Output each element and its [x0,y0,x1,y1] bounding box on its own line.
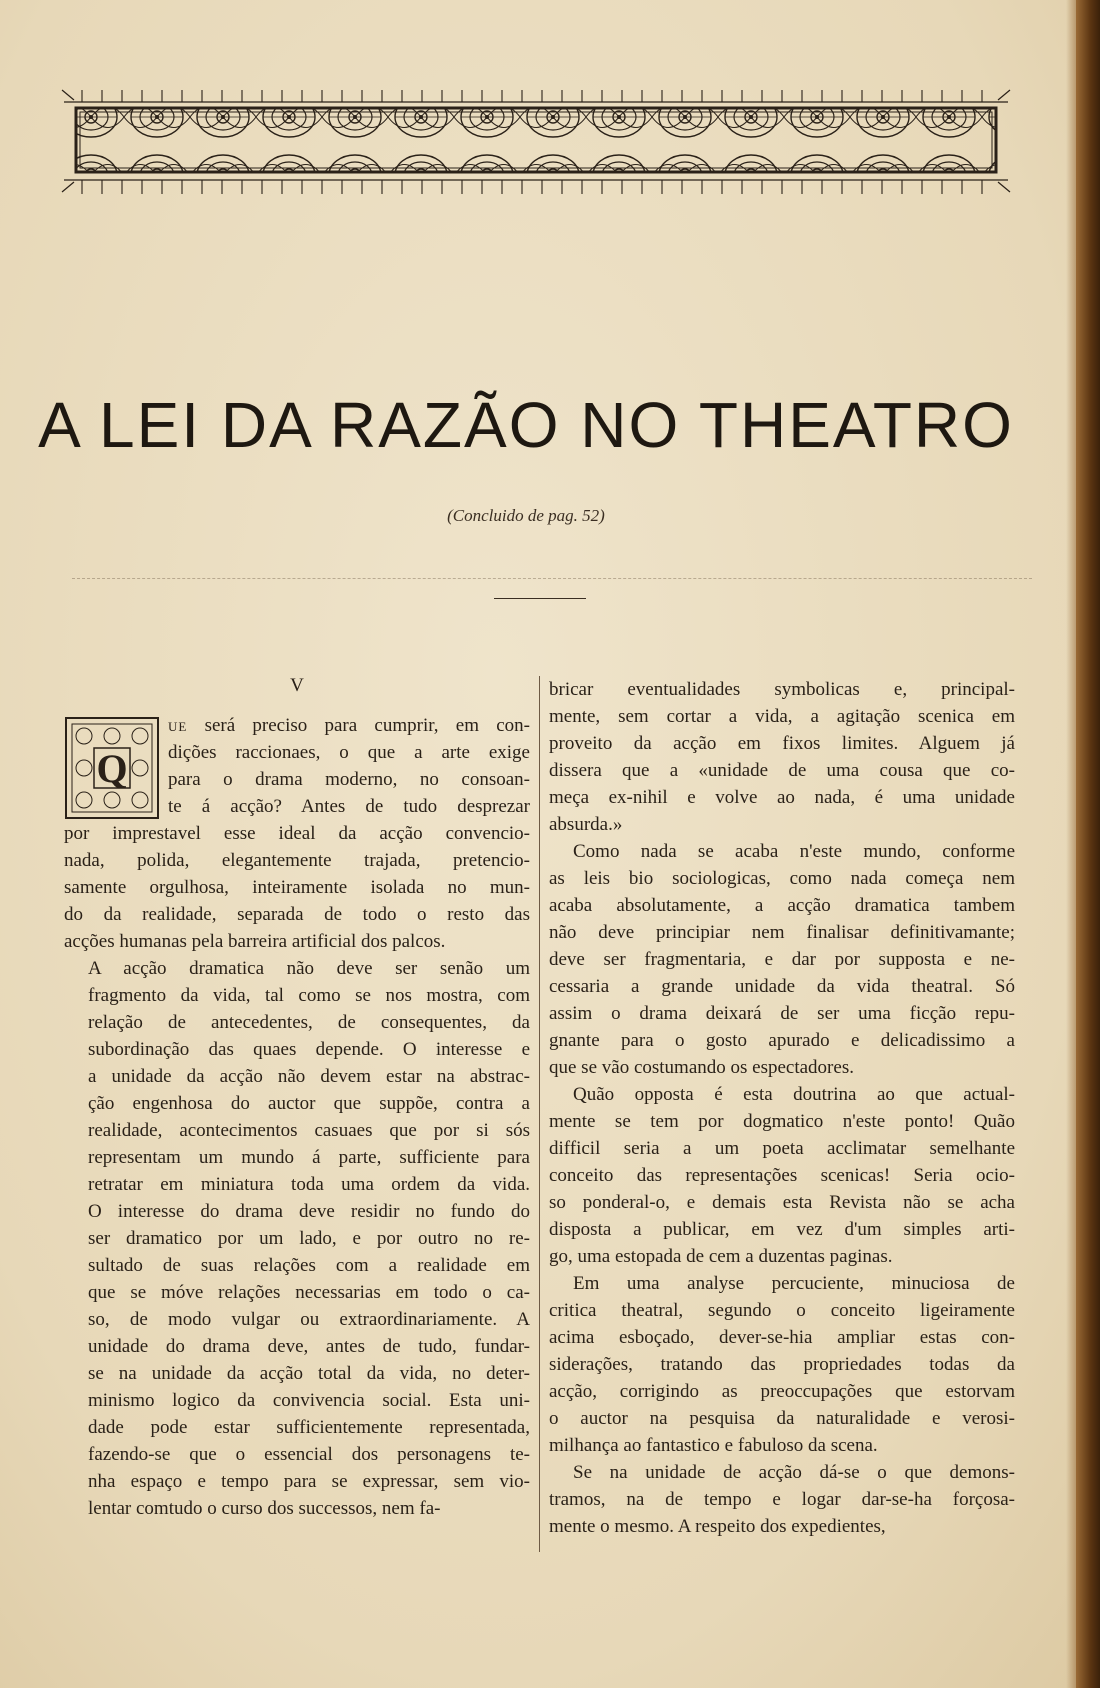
text-line: acção, corrigindo as preoccupações que estorvam [549,1381,1015,1402]
title-rule [494,598,586,599]
text-line: representam um mundo á parte, sufficiente para [88,1147,530,1168]
text-line: fazendo-se que o essencial dos personagens te- [88,1444,530,1465]
paragraph-continuation [549,676,1015,838]
text-line: dissera que a «unidade de uma cousa que co- [549,760,1015,781]
text-line: cessaria a grande unidade da vida theatral. Só [549,976,1015,997]
section-number: V [290,675,304,696]
text-line: go, uma estopada de cem a duzentas paginas. [549,1246,893,1267]
paragraph-5 [549,1270,1015,1459]
text-line: acaba absolutamente, a acção dramatica tambem [549,895,1015,916]
text-line: as leis bio sociologicas, como nada começa nem [549,868,1015,889]
text-line: que se móve relações necessarias em todo o ca- [88,1282,530,1303]
text-line: unidade do drama deve, antes de tudo, fundar- [88,1336,530,1357]
text-line: mente o mesmo. A respeito dos expedientes, [549,1516,886,1537]
text-line: mente, sem cortar a vida, a agitação scenica em [549,706,1015,727]
text-line: sultado de suas relações com a realidade em [88,1255,530,1276]
right-column [549,676,1015,1540]
text-line: O interesse do drama deve residir no fundo do [88,1201,530,1222]
text-line: que se vão costumando os espectadores. [549,1057,854,1078]
text-line: acima esboçado, dever-se-hia ampliar estas con- [549,1327,1015,1348]
text-line: samente orgulhosa, inteiramente isolada no mun- [64,877,530,898]
text-line: acções humanas pela barreira artificial dos palcos. [64,931,446,952]
text-line: lentar comtudo o curso dos successos, nem fa- [88,1498,441,1519]
text-line: milhança ao fantastico e fabuloso da scena. [549,1435,878,1456]
text-line: A acção dramatica não deve ser senão um [88,958,530,979]
text-line: retratar em miniatura toda uma ordem da vida. [88,1174,530,1195]
page-shadow [1066,0,1076,1688]
text-line: difficil seria a um poeta acclimatar semelhante [549,1138,1015,1159]
text-line: ção engenhosa do auctor que suppõe, contra a [88,1093,530,1114]
article-title: A LEI DA RAZÃO NO THEATRO [38,389,1014,461]
column-divider [539,676,540,1552]
text-line: Quão opposta é esta doutrina ao que actual- [573,1084,1015,1105]
paragraph-2 [64,955,530,1522]
text-line: so, de modo vulgar ou extraordinariamente. A [88,1309,530,1330]
text-line: disposta a publicar, em vez d'um simples arti- [549,1219,1015,1240]
dropcap-letter: Q [96,746,128,791]
text-line: Como nada se acaba n'este mundo, conforme [573,841,1015,862]
text-line: assim o drama deixará de ser uma ficção repu- [549,1003,1015,1024]
paragraph-4 [549,1081,1015,1270]
left-column [64,676,530,1522]
dropcap-lead-text: UE [168,719,188,734]
text-line: realidade, acontecimentos casuaes que por si sós [88,1120,530,1141]
text-line: nada, polida, elegantemente trajada, pretencio- [64,850,530,871]
text-line: subordinação das quaes depende. O interesse e [88,1039,530,1060]
text-line: bricar eventualidades symbolicas e, principal- [549,679,1015,700]
text-line: conceito das representações scenicas! Seria ocio- [549,1165,1015,1186]
text-line: UE será preciso para cumprir, em con- [168,715,530,736]
page-divider-dashed [72,578,1032,579]
text-line: dições raccionaes, o que a arte exige [168,742,530,763]
text-line: deve ser fragmentaria, e dar por supposta e ne- [549,949,1015,970]
text-line: não deve principiar nem finalisar definitivamante; [549,922,1015,943]
text-line: siderações, tratando das propriedades todas da [549,1354,1015,1375]
text-line: dade pode estar sufficientemente representada, [88,1417,530,1438]
text-line: absurda.» [549,814,623,835]
text-line: do da realidade, separada de todo o resto das [64,904,530,925]
text-line: Se na unidade de acção dá-se o que demons- [573,1462,1015,1483]
text-line: proveito da acção em fixos limites. Alguem já [549,733,1015,754]
text-line: meça ex-nihil e volve ao nada, é uma unidade [549,787,1015,808]
article-subtitle: (Concluido de pag. 52) [447,506,605,525]
text-line: so ponderal-o, e demais esta Revista não se acha [549,1192,1015,1213]
text-line: tramos, na de tempo e logar dar-se-ha forçosa- [549,1489,1015,1510]
text-line: Em uma analyse percuciente, minuciosa de [573,1273,1015,1294]
decorated-dropcap [64,716,160,820]
text-line: para o drama moderno, no consoan- [168,769,530,790]
text-line: gnante para o gosto apurado e delicadissimo a [549,1030,1015,1051]
text-line: fragmento da vida, tal como se nos mostra, com [88,985,530,1006]
text-line: se na unidade da acção total da vida, no deter- [88,1363,530,1384]
text-line: mente se tem por dogmatico n'este ponto! Quão [549,1111,1015,1132]
text-line: a unidade da acção não devem estar na abstrac- [88,1066,530,1087]
text-line: o auctor na pesquisa da naturalidade e verosi- [549,1408,1015,1429]
text-line: por imprestavel esse ideal da acção convencio- [64,823,530,844]
text-line: relação de antecedentes, de consequentes, da [88,1012,530,1033]
book-spine [1076,0,1100,1688]
paragraph-6 [549,1459,1015,1540]
ornamental-header-band [58,88,1014,218]
text-line: ser dramatico por um lado, e por outro no re- [88,1228,530,1249]
text-line: critica theatral, segundo o conceito ligeiramente [549,1300,1015,1321]
text-line: nha espaço e tempo para se expressar, sem vio- [88,1471,530,1492]
text-line: minismo logico da convivencia social. Esta uni- [88,1390,530,1411]
paragraph-3 [549,838,1015,1081]
text-line: te á acção? Antes de tudo desprezar [168,796,530,817]
